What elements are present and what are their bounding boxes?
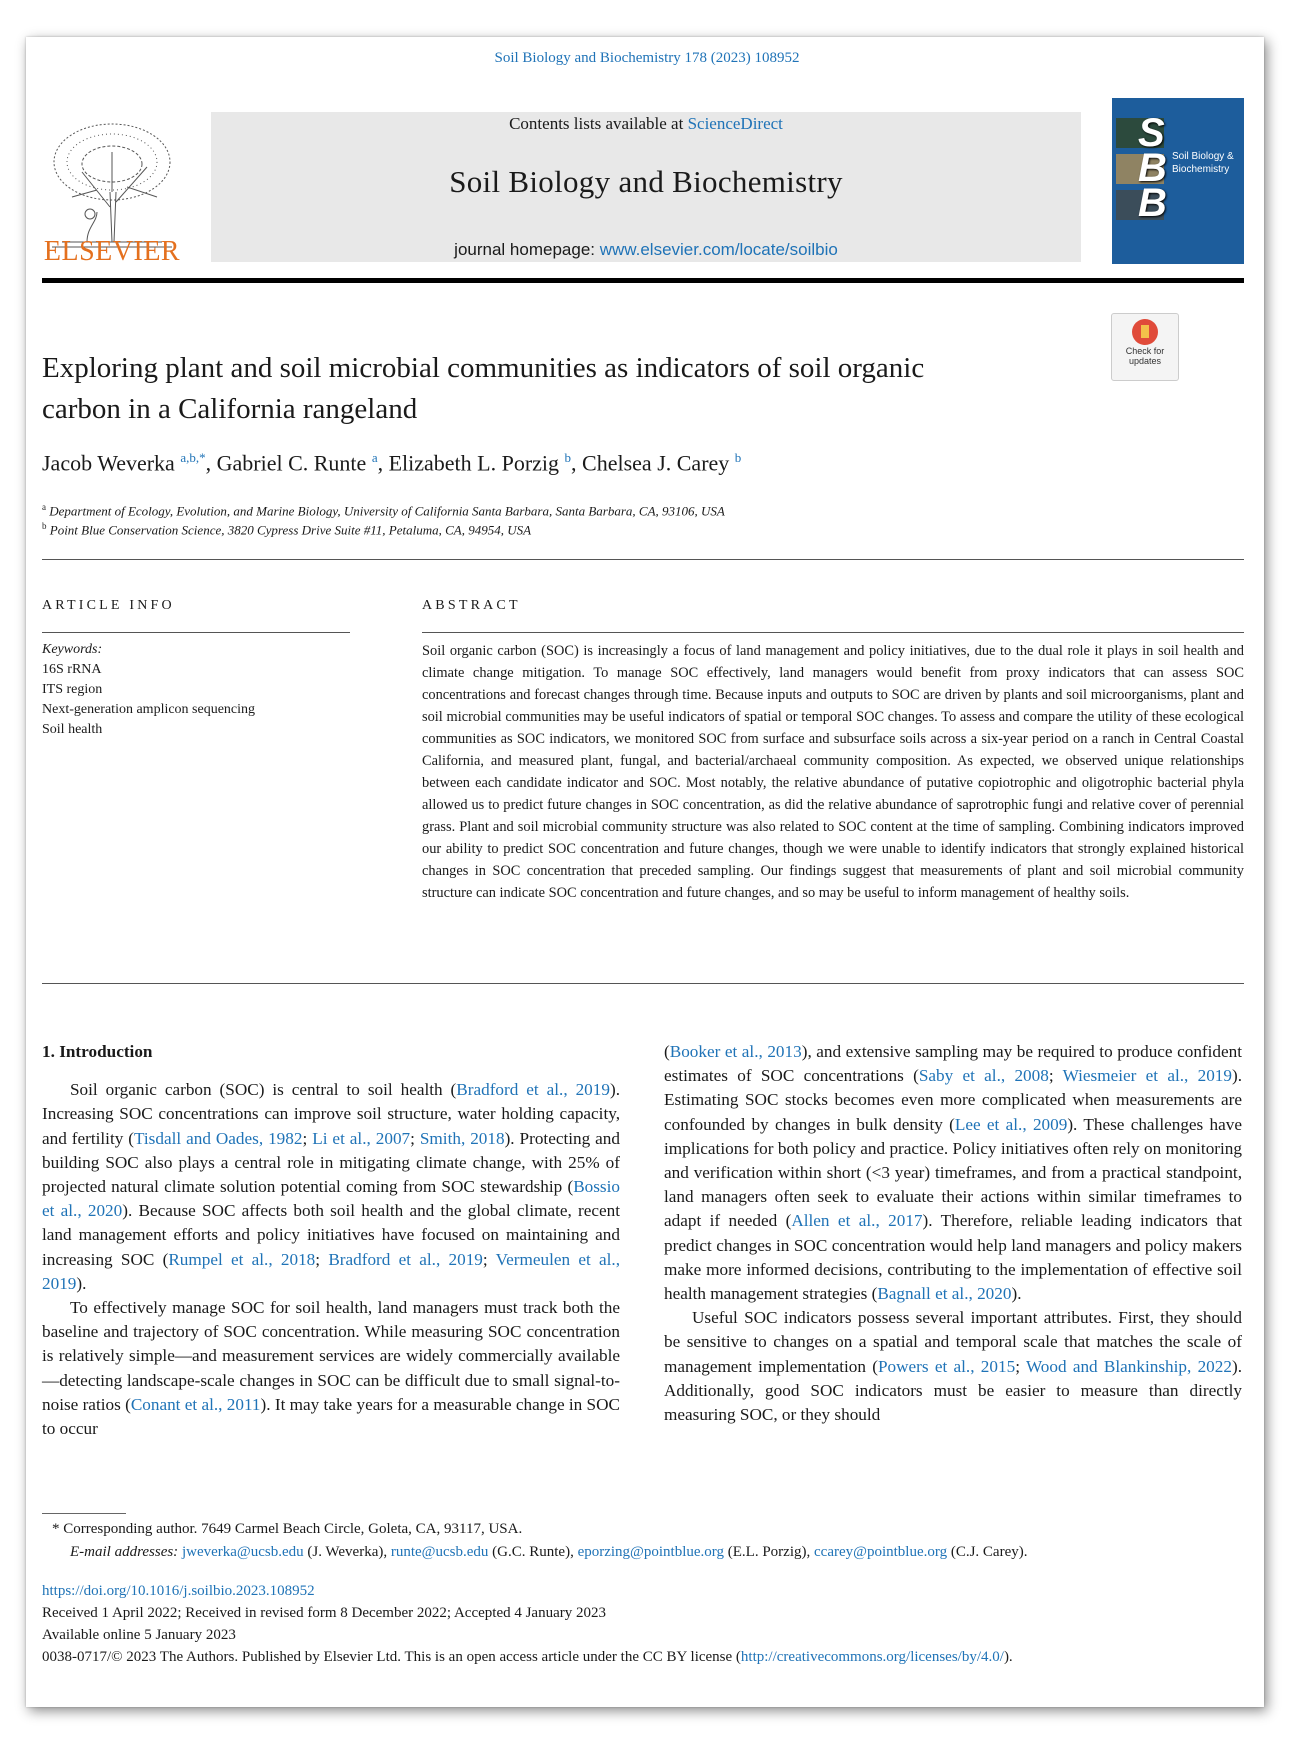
- affiliation-marker[interactable]: b: [734, 450, 742, 465]
- body-paragraph: [664, 1306, 1242, 1427]
- body-text: To effectively manage SOC for soil health, land managers must track both the baseline and trajectory of SOC concentration. While measuring SOC concentration is relatively simple—and measurement services are widely commercially available—detecting landscape-scale changes in SOC can be difficult due to small signal-to-noise ratios (: [42, 1298, 620, 1414]
- body-text: ;: [1048, 1066, 1063, 1086]
- citation-link[interactable]: Tisdall and Oades, 1982: [134, 1128, 303, 1148]
- doi-link[interactable]: https://doi.org/10.1016/j.soilbio.2023.108952: [42, 1583, 315, 1599]
- body-paragraph: [42, 1296, 620, 1441]
- body-text: ). These challenges have implications for both policy and practice. Policy initiatives often rely on monitoring and verification within short (<3 year) timeframes, and from a practical standpoint, land managers often seek to evaluate their actions within similar timeframes to adapt if needed (: [664, 1114, 1242, 1231]
- citation-link[interactable]: Bagnall et al., 2020: [877, 1284, 1012, 1304]
- corresponding-author-note: * Corresponding author. 7649 Carmel Beach Circle, Goleta, CA, 93117, USA.: [52, 1521, 523, 1537]
- body-column-right: [664, 1040, 1242, 1427]
- bookmark-icon: [1132, 319, 1158, 345]
- citation-link[interactable]: Lee et al., 2009: [954, 1114, 1068, 1134]
- elsevier-wordmark: ELSEVIER: [43, 236, 181, 267]
- keywords-label: Keywords:: [42, 642, 103, 657]
- body-text: ). Because SOC affects both soil health and the global climate, recent land management efforts and policy initiatives have focused on maintaining and increasing SOC (: [42, 1201, 621, 1269]
- citation-link[interactable]: Smith, 2018: [419, 1128, 505, 1148]
- body-text: ;: [1015, 1356, 1026, 1376]
- paragraph-container: [42, 1078, 620, 1441]
- citation-link[interactable]: Allen et al., 2017: [791, 1211, 923, 1231]
- citation-link[interactable]: Li et al., 2007: [312, 1128, 411, 1148]
- body-text: ;: [410, 1128, 420, 1148]
- author-name[interactable]: Jacob Weverka: [42, 450, 175, 476]
- keywords-block: [42, 640, 255, 740]
- citation-link[interactable]: Bradford et al., 2019: [328, 1249, 483, 1269]
- license-link[interactable]: http://creativecommons.org/licenses/by/4.0/: [740, 1649, 1004, 1665]
- email-link[interactable]: eporzing@pointblue.org: [577, 1544, 725, 1560]
- citation-link[interactable]: Saby et al., 2008: [918, 1066, 1049, 1086]
- body-text: ).: [76, 1273, 87, 1293]
- license-line: 0038-0717/© 2023 The Authors. Published by Elsevier Ltd. This is an open access article under the CC BY license (http://creativecommons.org/licenses/by/4.0/).: [42, 1649, 1013, 1665]
- citation-link[interactable]: Bossio et al., 2020: [42, 1177, 620, 1221]
- keyword: ITS region: [42, 682, 103, 697]
- paragraph-container: [664, 1040, 1242, 1427]
- affiliation-marker[interactable]: b: [564, 450, 572, 465]
- author-name[interactable]: Gabriel C. Runte: [216, 450, 367, 476]
- keyword: Soil health: [42, 722, 103, 737]
- homepage-link[interactable]: www.elsevier.com/locate/soilbio: [599, 240, 838, 259]
- affiliation-a: $^a$ Department of Ecology, Evolution, and Marine Biology, University of California Santa Barbara, Santa Barbara, CA, 93106, USA: [42, 502, 725, 519]
- available-online: Available online 5 January 2023: [42, 1627, 236, 1643]
- citation-link[interactable]: Wood and Blankinship, 2022: [1025, 1356, 1232, 1376]
- citation-link[interactable]: Bradford et al., 2019: [456, 1080, 610, 1100]
- email-link[interactable]: ccarey@pointblue.org: [814, 1544, 948, 1560]
- citation-link[interactable]: Conant et al., 2011: [130, 1394, 261, 1414]
- affiliation-marker[interactable]: a: [371, 450, 378, 465]
- citation-link[interactable]: Rumpel et al., 2018: [168, 1249, 316, 1269]
- author-name[interactable]: Elizabeth L. Porzig: [388, 450, 560, 476]
- citation-link[interactable]: Powers et al., 2015: [877, 1356, 1016, 1376]
- body-column-left: [42, 1040, 620, 1441]
- email-addresses: E-mail addresses: jweverka@ucsb.edu (J. Weverka), runte@ucsb.edu (G.C. Runte), eporzing@pointblue.org (E.L. Porzig), ccarey@pointblue.org (C.J. Carey).: [70, 1544, 1028, 1560]
- section-heading: 1. Introduction: [42, 1042, 153, 1061]
- body-text: Useful SOC indicators possess several important attributes. First, they should be sensitive to changes on a spatial and temporal scale that matches the scale of management implementation (: [664, 1308, 1242, 1376]
- article-title: Exploring plant and soil microbial communities as indicators of soil organic carbon in a California rangeland: [42, 352, 925, 425]
- keyword: 16S rRNA: [42, 662, 102, 677]
- received-dates: Received 1 April 2022; Received in revised form 8 December 2022; Accepted 4 January 2023: [42, 1605, 606, 1621]
- affiliation-marker[interactable]: a,b,*: [180, 450, 206, 465]
- footnote-rule: [42, 1513, 126, 1514]
- journal-cover[interactable]: [1112, 98, 1244, 264]
- journal-title: Soil Biology and Biochemistry: [449, 164, 843, 199]
- body-text: ).: [1011, 1284, 1022, 1304]
- journal-homepage: journal homepage: www.elsevier.com/locate/soilbio: [454, 240, 838, 259]
- journal-masthead: [211, 112, 1081, 262]
- section-divider: [42, 559, 1244, 560]
- citation-link[interactable]: Booker et al., 2013: [669, 1042, 802, 1061]
- abstract-heading: ABSTRACT: [422, 598, 521, 613]
- contents-line: Contents lists available at ScienceDirect: [509, 114, 783, 133]
- body-paragraph: [42, 1078, 620, 1296]
- email-link[interactable]: runte@ucsb.edu: [390, 1544, 489, 1560]
- body-text: ). Additionally, good SOC indicators must be easier to measure than directly measuring SOC, or they should: [664, 1356, 1242, 1425]
- body-text: ). Estimating SOC stocks becomes even more complicated when measurements are confounded by changes in bulk density (: [664, 1066, 1243, 1134]
- body-text: ), and extensive sampling may be required to produce confident estimates of SOC concentrations (: [664, 1042, 1243, 1086]
- citation-link[interactable]: Wiesmeier et al., 2019: [1062, 1066, 1232, 1086]
- body-text: Soil organic carbon (SOC) is central to soil health (: [70, 1080, 457, 1100]
- cover-letters: S B B: [1138, 111, 1167, 225]
- email-link[interactable]: jweverka@ucsb.edu: [181, 1544, 304, 1560]
- check-for-updates-button[interactable]: Check for updates: [1111, 313, 1179, 381]
- body-text: ;: [302, 1128, 313, 1148]
- author-list: Jacob Weverka $^{a,b,*}$, Gabriel C. Runte $^a$, Elizabeth L. Porzig $^b$, Chelsea J. Carey $^b$: [42, 450, 742, 476]
- keyword: Next-generation amplicon sequencing: [42, 702, 256, 717]
- abstract-text: Soil organic carbon (SOC) is increasingly a focus of land management and policy initiatives, due to the dual role it plays in soil health and climate change mitigation. To manage SOC effectively, land managers would benefit from proxy indicators that can assess SOC concentrations and forecast changes through time. Because inputs and outputs to SOC are driven by plants and soil microorganisms, plant and soil microbial communities may be useful indicators of spatial or temporal SOC changes. To assess and compare the utility of these ecological communities as SOC indicators, we monitored SOC from surface and subsurface soils across a six-year period on a ranch in Central Coastal California, and measured plant, fungal, and bacterial/archaeal community composition. As expected, we observed unique relationships between each candidate indicator and SOC. Most notably, the relative abundance of putative copiotrophic and oligotrophic bacterial phyla allowed us to predict future changes in SOC concentration, as did the relative abundance of saprotrophic fungi and relative cover of perennial grass. Plant and soil microbial community structure was also related to SOC content at the time of sampling. Combining indicators improved our ability to predict SOC concentration and future changes, though we were unable to identify indicators that strongly explained historical changes in SOC concentration that preceded sampling. Our findings suggest that measurements of plant and soil microbial community structure can indicate SOC concentration and future changes, and so may be useful to inform management of healthy soils.: [422, 643, 1244, 901]
- article-info-heading: ARTICLE INFO: [42, 598, 175, 613]
- body-text: ). Protecting and building SOC also plays a central role in mitigating climate change, with 25% of projected natural climate solution potential coming from SOC stewardship (: [42, 1128, 620, 1197]
- cover-title: Soil Biology & Biochemistry: [1172, 151, 1234, 175]
- author-name[interactable]: Chelsea J. Carey: [582, 450, 730, 476]
- body-text: ;: [315, 1249, 329, 1269]
- journal-reference[interactable]: Soil Biology and Biochemistry 178 (2023) 108952: [494, 50, 800, 66]
- body-text: ). It may take years for a measurable change in SOC to occur: [42, 1394, 620, 1439]
- citation-link[interactable]: Vermeulen et al., 2019: [42, 1249, 620, 1293]
- header-rule: [42, 278, 1244, 283]
- body-text: ). Therefore, reliable leading indicators that predict changes in SOC concentration would help land managers and policy makers make more informed decisions, contributing to the implementation of effective soil health management strategies (: [664, 1211, 1242, 1304]
- affiliation-b: $^b$ Point Blue Conservation Science, 3820 Cypress Drive Suite #11, Petaluma, CA, 94954, USA: [42, 521, 532, 538]
- body-paragraph: [664, 1040, 1242, 1306]
- body-text: ). Increasing SOC concentrations can improve soil structure, water holding capacity, and fertility (: [42, 1080, 620, 1148]
- section-divider: [42, 983, 1244, 984]
- body-text: ;: [482, 1249, 496, 1269]
- body-text: (: [664, 1042, 670, 1061]
- sciencedirect-link[interactable]: ScienceDirect: [687, 114, 783, 133]
- article-info-rule: [42, 632, 350, 633]
- abstract-rule: [422, 632, 1244, 633]
